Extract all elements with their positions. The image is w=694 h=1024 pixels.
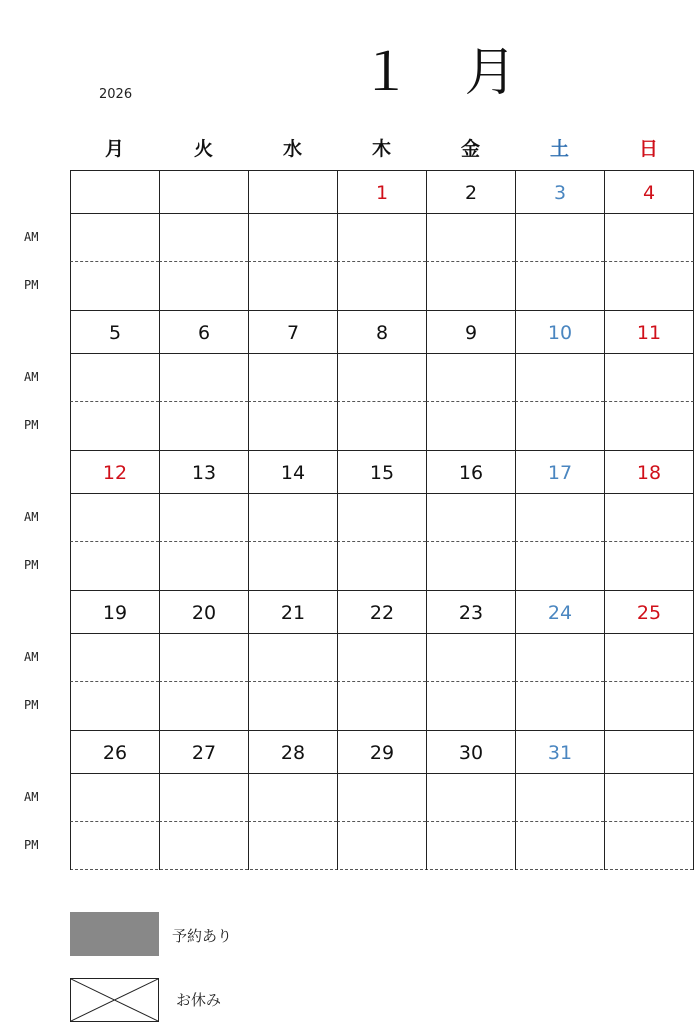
day-cell [248,310,337,354]
weekday-header [70,134,693,164]
day-number: 26 [102,742,128,764]
am-slot[interactable] [604,634,694,682]
legend-closed-swatch [70,978,159,1022]
pm-slot[interactable] [604,542,694,590]
pm-slot[interactable] [515,682,604,730]
day-number: 20 [191,602,217,624]
day-cell [159,310,248,354]
calendar-week [70,730,693,870]
cross-icon [71,979,158,1021]
day-number: 7 [286,322,300,344]
day-cell [248,590,337,634]
day-number: 5 [108,322,122,344]
day-cell [70,590,159,634]
day-number: 4 [642,182,656,204]
am-slot[interactable] [337,634,426,682]
am-slot[interactable] [426,494,515,542]
pm-label: PM [24,418,39,432]
am-slot[interactable] [604,774,694,822]
day-number: 22 [369,602,395,624]
am-slot[interactable] [426,214,515,262]
am-slot[interactable] [337,214,426,262]
pm-slot[interactable] [604,822,694,870]
am-slot[interactable] [604,354,694,402]
weekday-label: 火 [193,138,213,160]
day-cell [426,310,515,354]
day-cell [426,590,515,634]
pm-slot[interactable] [515,402,604,450]
day-cell [159,170,248,214]
pm-slot[interactable] [515,822,604,870]
day-cell [515,590,604,634]
weekday-label: 水 [282,138,302,160]
pm-slot[interactable] [426,262,515,310]
pm-slot[interactable] [159,682,248,730]
calendar-week [70,170,693,310]
pm-slot[interactable] [248,682,337,730]
am-slot[interactable] [159,774,248,822]
day-number: 3 [553,182,567,204]
am-slot[interactable] [70,774,159,822]
pm-slot[interactable] [248,542,337,590]
am-label: AM [24,370,39,384]
am-slot[interactable] [159,634,248,682]
day-cell [337,310,426,354]
day-number: 29 [369,742,395,764]
pm-slot[interactable] [337,262,426,310]
day-cell [159,450,248,494]
calendar-grid [70,170,693,870]
am-slot[interactable] [70,494,159,542]
day-number: 6 [197,322,211,344]
pm-slot[interactable] [70,402,159,450]
pm-slot[interactable] [604,262,694,310]
pm-slot[interactable] [248,262,337,310]
day-number: 16 [458,462,484,484]
am-slot[interactable] [159,494,248,542]
am-slot[interactable] [70,634,159,682]
am-slot[interactable] [248,494,337,542]
day-cell [515,170,604,214]
day-cell [337,590,426,634]
pm-slot[interactable] [604,682,694,730]
day-cell [426,170,515,214]
pm-slot[interactable] [515,262,604,310]
weekday-label: 土 [549,138,569,160]
weekday-label: 木 [371,138,391,160]
calendar-week [70,310,693,450]
day-number: 11 [636,322,662,344]
pm-slot[interactable] [159,822,248,870]
am-label: AM [24,230,39,244]
day-cell [70,170,159,214]
day-number: 9 [464,322,478,344]
pm-slot[interactable] [70,262,159,310]
pm-slot[interactable] [426,822,515,870]
pm-slot[interactable] [337,402,426,450]
am-slot[interactable] [337,354,426,402]
day-cell [159,590,248,634]
am-label: AM [24,510,39,524]
legend-closed-label: お休み [176,991,222,1009]
day-number: 27 [191,742,217,764]
day-number: 21 [280,602,306,624]
day-cell [604,170,694,214]
month-title: １ 月 [360,43,535,103]
calendar-week [70,590,693,730]
pm-slot[interactable] [426,542,515,590]
day-number: 18 [636,462,662,484]
am-slot[interactable] [426,774,515,822]
day-number: 10 [547,322,573,344]
day-cell [70,730,159,774]
day-number: 31 [547,742,573,764]
day-cell [248,730,337,774]
day-cell [426,450,515,494]
pm-slot[interactable] [604,402,694,450]
am-slot[interactable] [159,354,248,402]
pm-slot[interactable] [159,542,248,590]
weekday-label: 日 [638,138,658,160]
day-number: 17 [547,462,573,484]
pm-label: PM [24,278,39,292]
am-slot[interactable] [515,494,604,542]
am-slot[interactable] [248,774,337,822]
day-cell [515,730,604,774]
day-cell [70,310,159,354]
day-number: 14 [280,462,306,484]
day-number: 23 [458,602,484,624]
am-slot[interactable] [515,214,604,262]
day-cell [604,450,694,494]
pm-slot[interactable] [70,822,159,870]
pm-slot[interactable] [70,682,159,730]
pm-slot[interactable] [515,542,604,590]
day-cell [70,450,159,494]
day-cell [604,590,694,634]
day-cell [604,310,694,354]
day-number: 2 [464,182,478,204]
calendar-week [70,450,693,590]
am-slot[interactable] [70,354,159,402]
day-number: 15 [369,462,395,484]
day-cell [604,730,694,774]
day-number: 12 [102,462,128,484]
day-number: 24 [547,602,573,624]
pm-slot[interactable] [337,822,426,870]
am-slot[interactable] [159,214,248,262]
legend-booked-swatch [70,912,159,956]
am-slot[interactable] [426,634,515,682]
pm-slot[interactable] [159,402,248,450]
day-number: 28 [280,742,306,764]
am-label: AM [24,790,39,804]
day-number: 8 [375,322,389,344]
day-number: 30 [458,742,484,764]
day-cell [159,730,248,774]
am-slot[interactable] [426,354,515,402]
legend-booked-label: 予約あり [172,927,233,945]
pm-slot[interactable] [248,822,337,870]
pm-label: PM [24,698,39,712]
day-cell [337,450,426,494]
am-slot[interactable] [515,634,604,682]
am-slot[interactable] [248,354,337,402]
day-cell [337,730,426,774]
year-label: 2026 [99,87,133,102]
pm-slot[interactable] [337,542,426,590]
pm-label: PM [24,558,39,572]
am-slot[interactable] [70,214,159,262]
am-slot[interactable] [337,774,426,822]
pm-label: PM [24,838,39,852]
am-slot[interactable] [248,634,337,682]
pm-slot[interactable] [70,542,159,590]
am-slot[interactable] [604,494,694,542]
day-cell [248,450,337,494]
day-cell [426,730,515,774]
pm-slot[interactable] [337,682,426,730]
am-slot[interactable] [248,214,337,262]
pm-slot[interactable] [426,682,515,730]
am-slot[interactable] [604,214,694,262]
weekday-label: 月 [104,138,124,160]
day-cell [248,170,337,214]
pm-slot[interactable] [159,262,248,310]
day-cell [515,450,604,494]
weekday-label: 金 [460,138,480,160]
day-number: 19 [102,602,128,624]
pm-slot[interactable] [426,402,515,450]
day-number: 13 [191,462,217,484]
am-slot[interactable] [515,774,604,822]
day-number: 1 [375,182,389,204]
am-label: AM [24,650,39,664]
day-cell [515,310,604,354]
day-number: 25 [636,602,662,624]
am-slot[interactable] [515,354,604,402]
day-cell [337,170,426,214]
am-slot[interactable] [337,494,426,542]
pm-slot[interactable] [248,402,337,450]
